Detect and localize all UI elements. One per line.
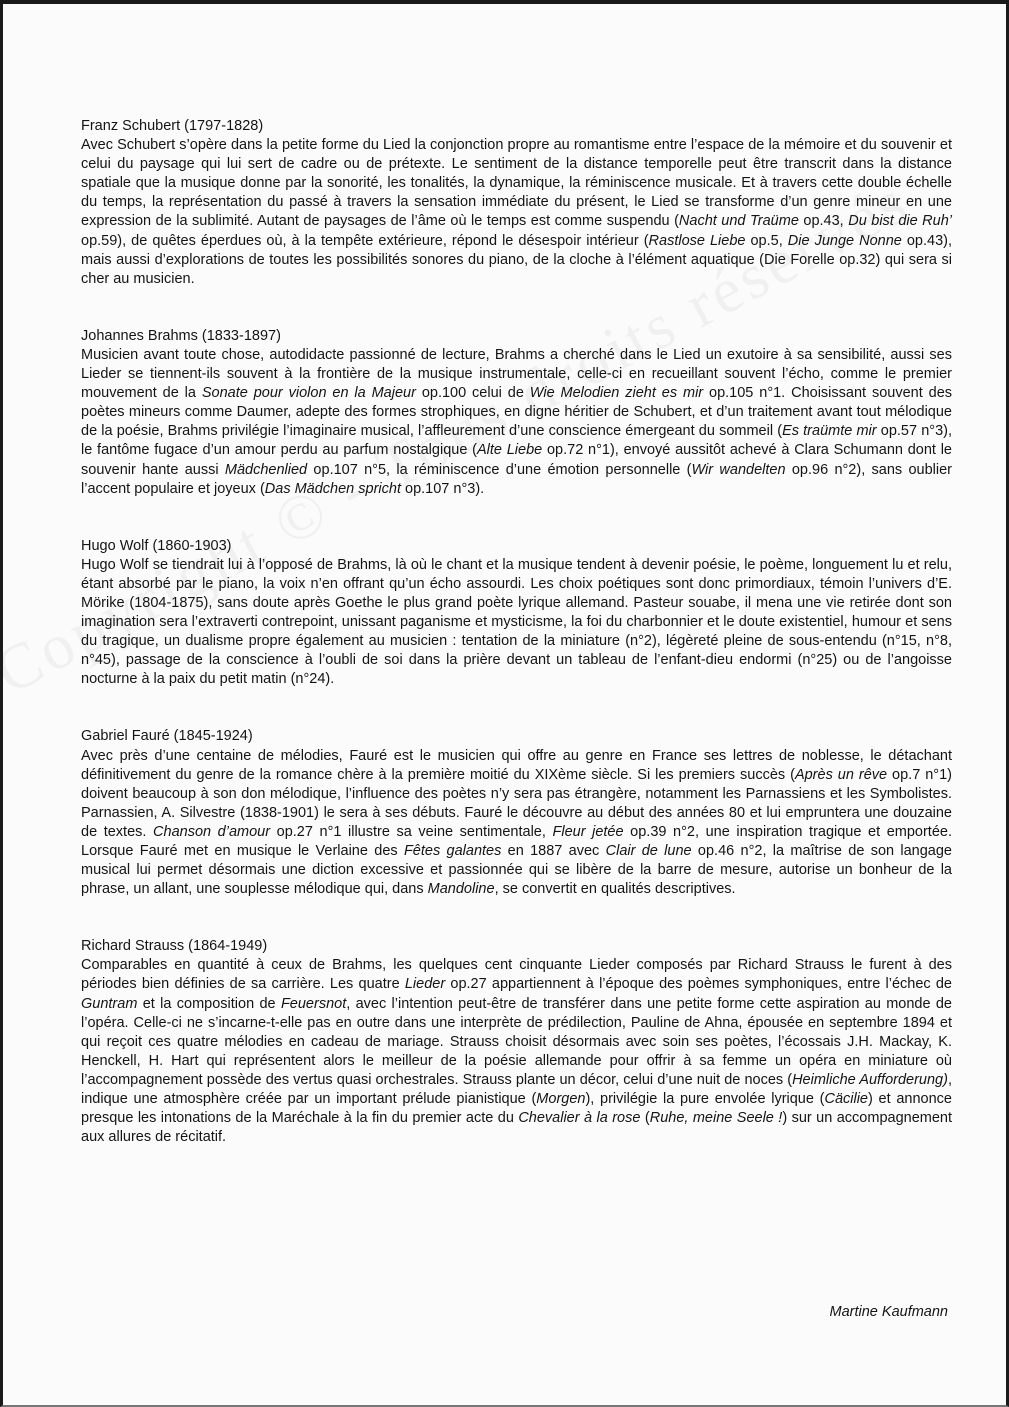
text-run: ) sur un accompagnement aux allures de récitatif. bbox=[81, 1110, 952, 1146]
section-paragraph bbox=[81, 747, 952, 900]
text-run: op.107 n°3). bbox=[400, 480, 485, 497]
section-paragraph bbox=[81, 956, 952, 1147]
text-run: op.5, bbox=[745, 232, 788, 249]
text-run: et la composition de bbox=[137, 995, 281, 1012]
text-run: Musicien avant toute chose, autodidacte passionné de lecture, Brahms a cherché dans le Lied un exutoire à sa sensibilité, aussi ses Lieder se tiennent-ils souvent à la frontière de la musique instrumentale, celle-ci en recueillant souvent l’écho, comme le premier mouvement de la bbox=[81, 346, 952, 402]
work-title: Ruhe, meine Seele ! bbox=[649, 1110, 783, 1127]
work-title: Sonate pour violon en la Majeur bbox=[201, 385, 416, 402]
text-run: ) et annonce presque les intonations de la Maréchale à la fin du premier acte du bbox=[81, 1091, 952, 1127]
work-title: Mandoline bbox=[427, 881, 495, 898]
text-run: , indique une atmosphère créée par un important prélude pianistique ( bbox=[81, 1071, 952, 1108]
work-title: Après un rêve bbox=[794, 766, 888, 783]
text-run: ( bbox=[640, 1110, 650, 1127]
composer-heading: Richard Strauss (1864-1949) bbox=[81, 938, 268, 955]
work-title: Guntram bbox=[81, 995, 138, 1012]
composer-section bbox=[81, 937, 952, 1147]
work-title: Lieder bbox=[404, 976, 446, 993]
work-title: Die Junge Nonne bbox=[787, 232, 902, 249]
composer-section bbox=[81, 117, 952, 289]
work-title: Wie Melodien zieht es mir bbox=[529, 385, 704, 402]
work-title: Cäcilie bbox=[824, 1091, 868, 1108]
work-title: Feuersnot bbox=[280, 995, 347, 1012]
text-run: en 1887 avec bbox=[501, 843, 606, 859]
work-title: Das Mädchen spricht bbox=[264, 480, 401, 497]
section-paragraph bbox=[81, 556, 952, 690]
work-title: Heimliche Aufforderung) bbox=[792, 1071, 948, 1088]
text-run: Hugo Wolf se tiendrait lui à l’opposé de Brahms, là où le chant et la musique tendent à devenir poésie, le poème, longuement lu et relu, étant absorbé par le piano, la voix n’en offrant qu’un écho assourdi. Les choix poétiques sont donc primordiaux, témoin l’univers d’E. Mörike (1804-1875), sans doute après Goethe le plus grand poète lyrique allemand. Pasteur souabe, il mena une vie retirée dont son imagination sera l’extraverti contrepoint, unissant paganisme et mysticisme, la foi du charbonnier et le doute existentiel, humour et sens du tragique, un dualisme propre également au musicien : tentation de la miniature (n°2), légèreté pleine de sous-entendu (n°15, n°8, n°45), passage de la conscience à l’oubli de soi dans la prière devant un tableau de l’enfant-dieu endormi (n°25) ou de l’angoisse nocturne à la paix du petit matin (n°24). bbox=[81, 556, 952, 688]
work-title: Morgen bbox=[536, 1091, 586, 1108]
text-run: op.96 n°2), sans oublier l’accent populaire et joyeux ( bbox=[81, 461, 953, 497]
work-title: Alte Liebe bbox=[476, 442, 543, 459]
composer-heading: Gabriel Fauré (1845-1924) bbox=[81, 728, 253, 745]
work-title: Fêtes galantes bbox=[403, 843, 502, 859]
text-run: , avec l’intention peut-être de transférer dans une petite forme cette aspiration au monde de l’opéra. Celle-ci ne s’incarne-t-elle pas en outre dans une interprète de prédilection, Pauline de Ahna, épousée en septembre 1894 et qui reçoit ces quatre mélodies en cadeau de mariage. Strauss choisit désormais avec soin ses poètes, l’écossais J.H. Mackay, K. Henckell, H. Hart qui représentent alors le meilleur de la poésie allemande pour offrir à sa femme un opéra en miniature où l’accompagnement possède des vertus quasi orchestrales. Strauss plante un décor, celui d’une nuit de noces ( bbox=[81, 995, 952, 1088]
work-title: Chanson d’amour bbox=[153, 823, 271, 840]
text-run: op.100 celui de bbox=[415, 385, 530, 402]
work-title: Chevalier à la rose bbox=[518, 1110, 641, 1127]
text-run: op.27 appartiennent à l’époque des poèmes symphoniques, entre l’échec de bbox=[445, 976, 952, 993]
work-title: Clair de lune bbox=[605, 843, 692, 859]
text-run: Avec Schubert s’opère dans la petite forme du Lied la conjonction propre au romantisme entre l’espace de la mémoire et du souvenir et celui du paysage qui lui sert de cadre ou de prétexte. Le sentiment de la distance temporelle peut être transcrit dans la distance spatiale que la musique donne par la sonorité, les tonalités, la dynamique, la réminiscence musicale. Et à travers cette double échelle du temps, la représentation du passé à travers la sensation immédiate du présent, le Lied se transforme d’un genre mineur en une expression de la sublimité. Autant de paysages de l’âme où le temps est comme suspendu ( bbox=[81, 137, 952, 230]
composer-heading: Hugo Wolf (1860-1903) bbox=[81, 537, 232, 554]
work-title: Mädchenlied bbox=[224, 461, 308, 478]
work-title: Du bist die Ruh’ bbox=[848, 213, 952, 230]
text-run: op.46 n°2, la maîtrise de son langage musical lui permet désormais une diction excessive et passionnée qui se libère de la barre de mesure, autorise un bonheur de la phrase, un allant, une souplesse mélodique qui, dans bbox=[81, 843, 952, 898]
section-paragraph bbox=[81, 136, 952, 289]
text-run: op.43), mais aussi d’explorations de toutes les possibilités sonores du piano, de la cloche à l’élément aquatique (Die Forelle op.32) qui sera si cher au musicien. bbox=[81, 232, 952, 287]
composer-section bbox=[81, 727, 952, 899]
text-run: op.72 n°1), envoyé aussitôt achevé à Clara Schumann dont le souvenir hante aussi bbox=[81, 442, 952, 478]
text-run: op.7 n°1) doivent beaucoup à son don mélodique, l’influence des poètes n’y sera pas étrangère, notamment les Parnassiens et les Symbolistes. Parnassien, A. Silvestre (1838-1901) le sera à ses débuts. Fauré le découvre au début des années 80 et lui empruntera une douzaine de textes. bbox=[81, 766, 952, 840]
composer-section bbox=[81, 327, 952, 499]
text-run: op.39 n°2, une inspiration tragique et emportée. Lorsque Fauré met en musique le Verlaine des bbox=[81, 823, 952, 859]
text-run: op.105 n°1. Choisissant souvent des poètes mineurs comme Daumer, adepte des formes strophiques, en digne héritier de Schubert, et d’un traitement avant tout mélodique de la poésie, Brahms privilégie l’imaginaire musical, l’affleurement d’une conscience émergeant du sommeil ( bbox=[81, 385, 953, 440]
work-title: Fleur jetée bbox=[552, 823, 624, 840]
work-title: Nacht und Traüme bbox=[678, 213, 799, 230]
text-run: Avec près d’une centaine de mélodies, Fauré est le musicien qui offre au genre en France ses lettres de noblesse, le détachant définitivement du genre de la romance chère à la première moitié du XIXème siècle. Si les premiers succès ( bbox=[81, 747, 952, 783]
text-run: op.27 n°1 illustre sa veine sentimentale, bbox=[270, 823, 553, 840]
text-run: op.43, bbox=[798, 213, 849, 230]
composer-heading: Franz Schubert (1797-1828) bbox=[81, 118, 264, 134]
text-run: op.59), de quêtes éperdues où, à la tempête extérieure, répond le désespoir intérieur ( bbox=[81, 232, 649, 249]
author-signature: Martine Kaufmann bbox=[829, 1304, 948, 1320]
text-run: ), privilégie la pure envolée lyrique ( bbox=[585, 1091, 825, 1108]
work-title: Rastlose Liebe bbox=[648, 232, 746, 249]
section-paragraph bbox=[81, 346, 952, 499]
text-run: op.107 n°5, la réminiscence d’une émotion personnelle ( bbox=[307, 461, 692, 478]
work-title: Wir wandelten bbox=[691, 461, 786, 478]
text-run: op.57 n°3), le fantôme fugace d’un amour perdu au parfum nostalgique ( bbox=[81, 423, 953, 459]
composer-section bbox=[81, 537, 952, 690]
text-run: , se convertit en qualités descriptives. bbox=[494, 881, 736, 898]
document-body bbox=[81, 117, 952, 1147]
text-run: Comparables en quantité à ceux de Brahms, les quelques cent cinquante Lieder composés par Richard Strauss le furent à des périodes bien définies de sa carrière. Les quatre bbox=[81, 957, 952, 993]
composer-heading: Johannes Brahms (1833-1897) bbox=[81, 327, 281, 344]
work-title: Es traümte mir bbox=[782, 423, 877, 440]
